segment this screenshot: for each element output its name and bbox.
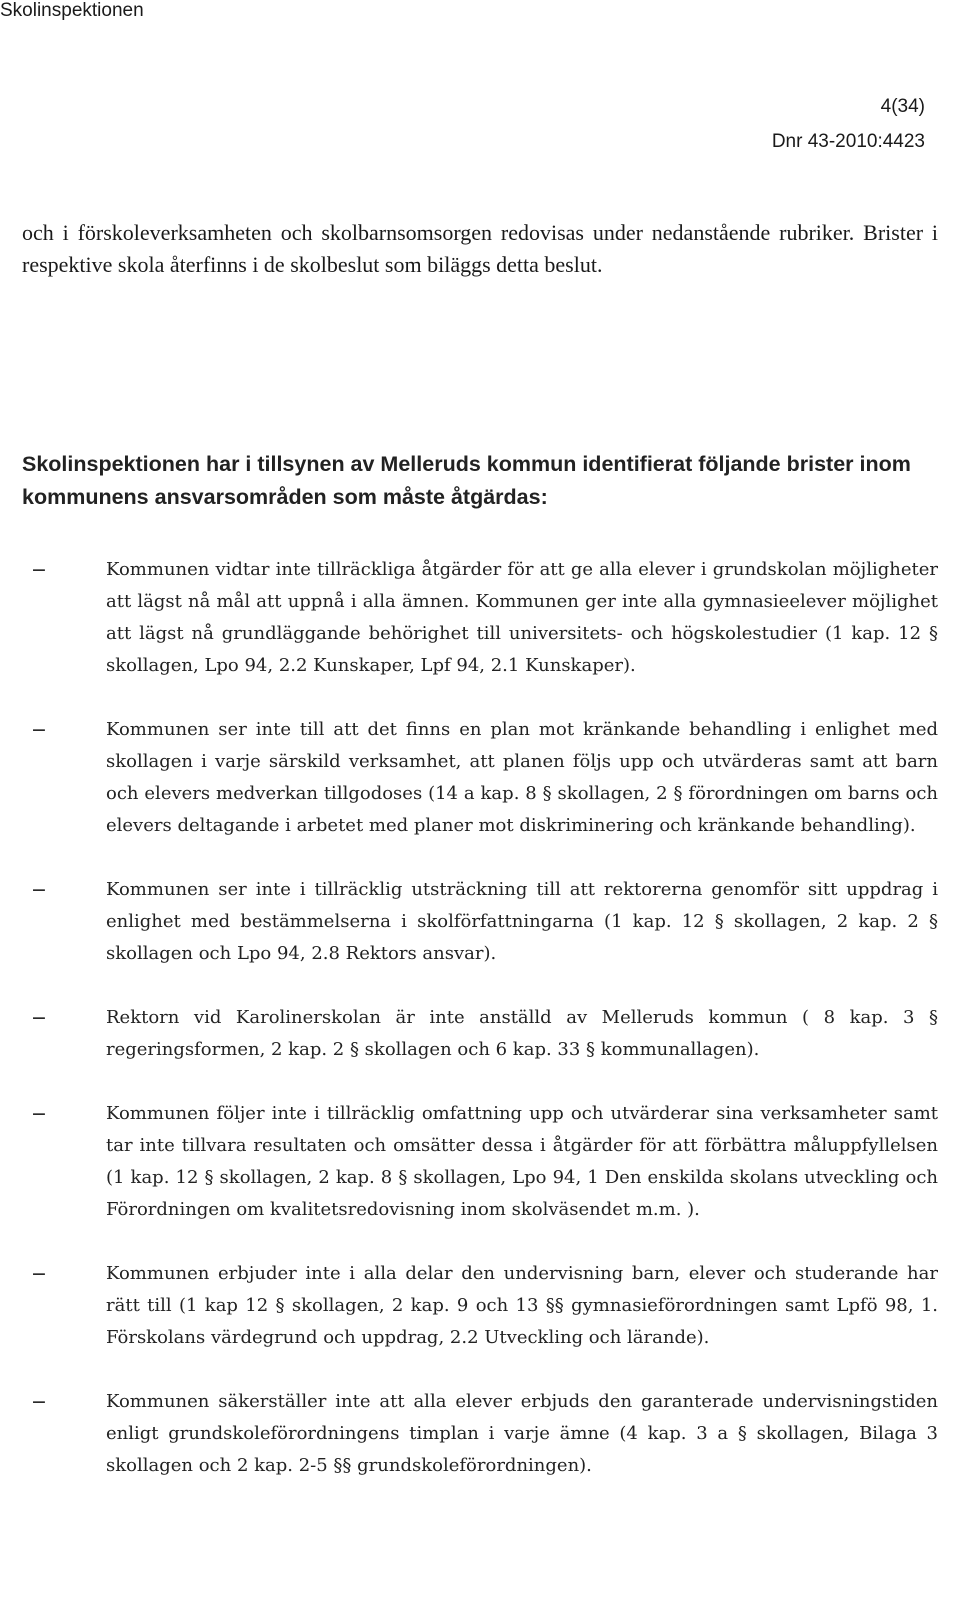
bullet-dash-icon: −: [31, 879, 47, 901]
finding-text: Kommunen säkerställer inte att alla elever erbjuds den garanterade undervisningstiden enligt grundskoleförordningens timplan i varje ämne (4 kap. 3 a § skollagen, Bilaga 3 skollagen och 2 kap. 2-5 §§ grundskoleförordningen).: [106, 1391, 938, 1476]
section-heading: Skolinspektionen har i tillsynen av Melleruds kommun identifierat följande brister inom kommunens ansvarsområden som måste åtgärdas:: [22, 452, 911, 509]
findings-list: [22, 554, 938, 1514]
finding-item: [22, 714, 938, 842]
finding-item: [22, 874, 938, 970]
bullet-dash-icon: −: [31, 559, 47, 581]
finding-item: [22, 1002, 938, 1066]
finding-text: Kommunen erbjuder inte i alla delar den undervisning barn, elever och studerande har rätt till (1 kap 12 § skollagen, 2 kap. 9 och 13 §§ gymnasieförordningen samt Lpfö 98, 1. Förskolans värdegrund och uppdrag, 2.2 Utveckling och lärande).: [106, 1263, 938, 1348]
finding-text: Kommunen ser inte till att det finns en plan mot kränkande behandling i enlighet med skollagen i varje särskild verksamhet, att planen följs upp och utvärderas samt att barn och elevers medverkan tillgodoses (14 a kap. 8 § skollagen, 2 § förordningen om barns och elevers deltagande i arbetet med planer mot diskriminering och kränkande behandling).: [106, 719, 938, 836]
document-header-organization: Skolinspektionen: [0, 0, 144, 21]
bullet-dash-icon: −: [31, 1263, 47, 1285]
diary-number: Dnr 43-2010:4423: [771, 131, 925, 152]
finding-text: Kommunen vidtar inte tillräckliga åtgärder för att ge alla elever i grundskolan möjligheter att lägst nå mål att uppnå i alla ämnen. Kommunen ger inte alla gymnasieelever möjlighet att lägst nå grundläggande behörighet till universitets- och högskolestudier (1 kap. 12 § skollagen, Lpo 94, 2.2 Kunskaper, Lpf 94, 2.1 Kunskaper).: [106, 559, 938, 676]
bullet-dash-icon: −: [31, 1391, 47, 1413]
finding-text: Rektorn vid Karolinerskolan är inte anställd av Melleruds kommun ( 8 kap. 3 § regeringsformen, 2 kap. 2 § skollagen och 6 kap. 33 § kommunallagen).: [106, 1007, 938, 1060]
page-number: 4(34): [880, 96, 925, 117]
finding-item: [22, 554, 938, 682]
bullet-dash-icon: −: [31, 1007, 47, 1029]
bullet-dash-icon: −: [31, 1103, 47, 1125]
bullet-dash-icon: −: [31, 719, 47, 741]
finding-text: Kommunen ser inte i tillräcklig utsträckning till att rektorerna genomför sitt uppdrag i enlighet med bestämmelserna i skolförfattningarna (1 kap. 12 § skollagen, 2 kap. 2 § skollagen och Lpo 94, 2.8 Rektors ansvar).: [106, 879, 938, 964]
finding-item: [22, 1258, 938, 1354]
finding-item: [22, 1098, 938, 1226]
finding-item: [22, 1386, 938, 1482]
intro-paragraph: och i förskoleverksamheten och skolbarnsomsorgen redovisas under nedanstående rubriker. Brister i respektive skola återfinns i de skolbeslut som biläggs detta beslut.: [22, 220, 938, 277]
finding-text: Kommunen följer inte i tillräcklig omfattning upp och utvärderar sina verksamheter samt tar inte tillvara resultaten och omsätter dessa i åtgärder för att förbättra måluppfyllelsen (1 kap. 12 § skollagen, 2 kap. 8 § skollagen, Lpo 94, 1 Den enskilda skolans utveckling och Förordningen om kvalitetsredovisning inom skolväsendet m.m. ).: [106, 1103, 938, 1220]
